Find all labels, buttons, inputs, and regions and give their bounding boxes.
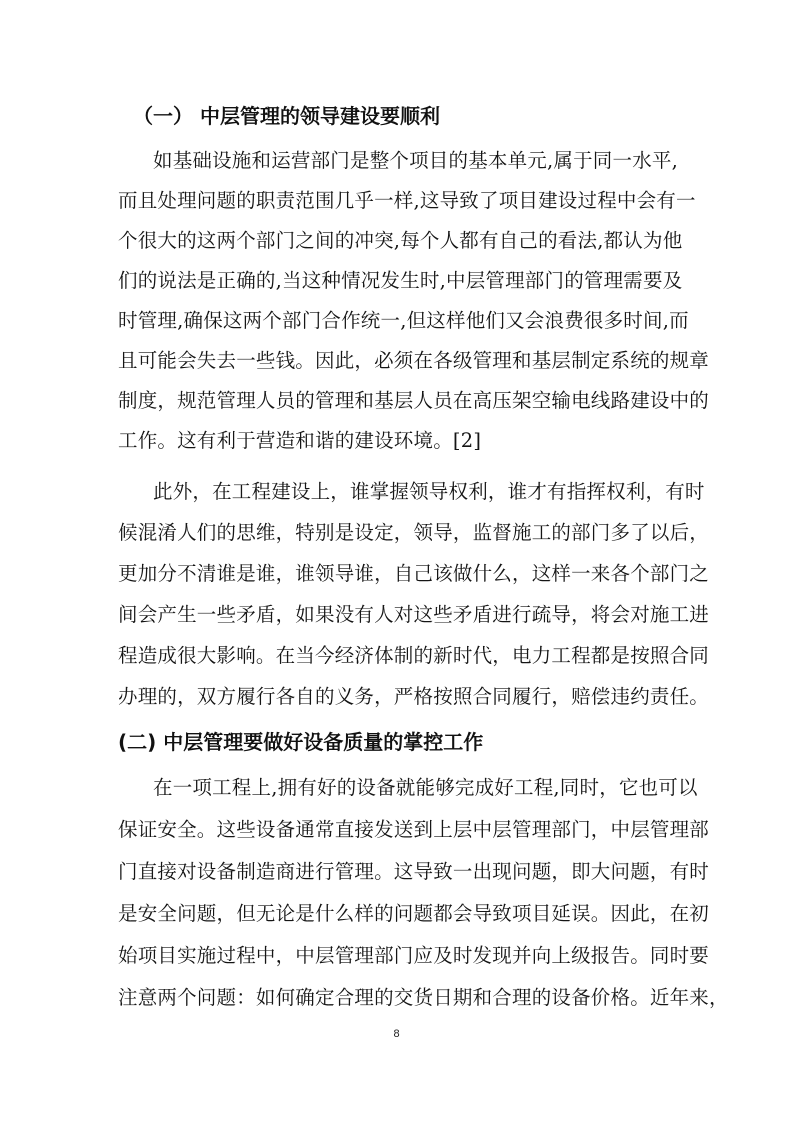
paragraph-line: 如基础设施和运营部门是整个项目的基本单元,属于同一水平, <box>153 149 678 172</box>
page-number: 8 <box>393 1028 400 1040</box>
section-heading-2: (二) 中层管理要做好设备质量的掌控工作 <box>118 730 484 754</box>
paragraph-line: 候混淆人们的思维，特别是设定，领导，监督施工的部门多了以后， <box>118 521 710 544</box>
paragraph-line: 而且处理问题的职责范围几乎一样,这导致了项目建设过程中会有一 <box>118 189 696 212</box>
paragraph-line: 办理的，双方履行各自的义务，严格按照合同履行，赔偿违约责任。 <box>118 685 710 708</box>
paragraph-line: 始项目实施过程中，中层管理部门应及时发现并向上级报告。同时要 <box>118 944 710 967</box>
paragraph-line: 且可能会失去一些钱。因此，必须在各级管理和基层制定系统的规章 <box>118 349 710 372</box>
paragraph-line: 时管理,确保这两个部门合作统一,但这样他们又会浪费很多时间,而 <box>118 309 689 332</box>
paragraph-line: 制度，规范管理人员的管理和基层人员在高压架空输电线路建设中的 <box>118 389 710 412</box>
section-heading-1: （一） 中层管理的领导建设要顺利 <box>133 104 440 128</box>
paragraph-line: 更加分不清谁是谁，谁领导谁，自己该做什么，这样一来各个部门之 <box>118 562 710 585</box>
paragraph-line: 程造成很大影响。在当今经济体制的新时代，电力工程都是按照合同 <box>118 644 710 667</box>
paragraph-line: 门直接对设备制造商进行管理。这导致一出现问题，即大问题，有时 <box>118 860 710 883</box>
paragraph-line: 间会产生一些矛盾，如果没有人对这些矛盾进行疏导，将会对施工进 <box>118 603 710 626</box>
paragraph-line: 此外，在工程建设上，谁掌握领导权利，谁才有指挥权利，有时 <box>153 480 705 503</box>
paragraph-line: 是安全问题，但无论是什么样的问题都会导致项目延误。因此，在初 <box>118 902 710 925</box>
paragraph-line: 工作。这有利于营造和谐的建设环境。[2] <box>118 429 482 452</box>
paragraph-line: 保证安全。这些设备通常直接发送到上层中层管理部门，中层管理部 <box>118 818 710 841</box>
paragraph-line: 在一项工程上,拥有好的设备就能够完成好工程,同时，它也可以 <box>153 776 698 799</box>
paragraph-line: 注意两个问题：如何确定合理的交货日期和合理的设备价格。近年来， <box>118 986 729 1009</box>
paragraph-line: 个很大的这两个部门之间的冲突,每个人都有自己的看法,都认为他 <box>118 229 683 252</box>
paragraph-line: 们的说法是正确的,当这种情况发生时,中层管理部门的管理需要及 <box>118 269 683 292</box>
